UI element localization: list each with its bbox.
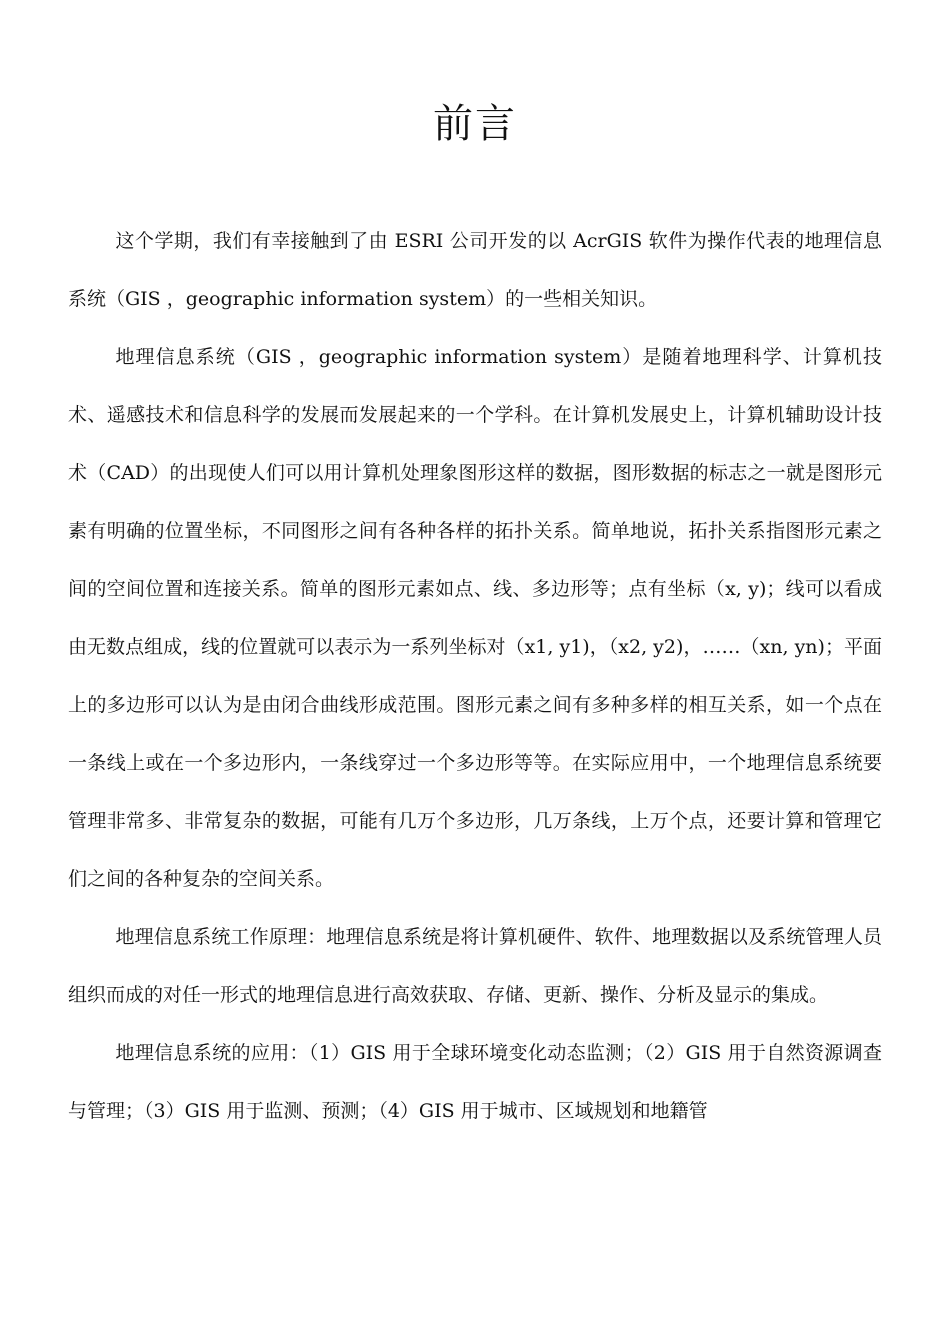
paragraph-gis-principle: 地理信息系统工作原理：地理信息系统是将计算机硬件、软件、地理数据以及系统管理人员组织而成的对任一形式的地理信息进行高效获取、存储、更新、操作、分析及显示的集成。 [68,926,882,1006]
document-body [68,212,882,1140]
paragraph-gis-applications: 地理信息系统的应用：（1）GIS 用于全球环境变化动态监测；（2）GIS 用于自然资源调查与管理；（3）GIS 用于监测、预测；（4）GIS 用于城市、区域规划和地籍管 [68,1042,882,1122]
paragraph-gis-definition: 地理信息系统（GIS ，geographic information system）是随着地理科学、计算机技术、遥感技术和信息科学的发展而发展起来的一个学科。在计算机发展史上，计算机辅助设计技术（CAD）的出现使人们可以用计算机处理象图形这样的数据，图形数据的标志之一就是图形元素有明确的位置坐标，不同图形之间有各种各样的拓扑关系。简单地说，拓扑关系指图形元素之间的空间位置和连接关系。简单的图形元素如点、线、多边形等；点有坐标（x, y)；线可以看成由无数点组成，线的位置就可以表示为一系列坐标对（x1, y1)，（x2, y2)，……（xn, yn)；平面上的多边形可以认为是由闭合曲线形成范围。图形元素之间有多种多样的相互关系，如一个点在一条线上或在一个多边形内，一条线穿过一个多边形等等。在实际应用中，一个地理信息系统要管理非常多、非常复杂的数据，可能有几万个多边形，几万条线，上万个点，还要计算和管理它们之间的各种复杂的空间关系。 [68,346,882,890]
page-title: 前言 [433,101,517,147]
paragraph-intro: 这个学期，我们有幸接触到了由 ESRI 公司开发的以 AcrGIS 软件为操作代表的地理信息系统（GIS ，geographic information system）的一些相关知识。 [68,230,882,310]
